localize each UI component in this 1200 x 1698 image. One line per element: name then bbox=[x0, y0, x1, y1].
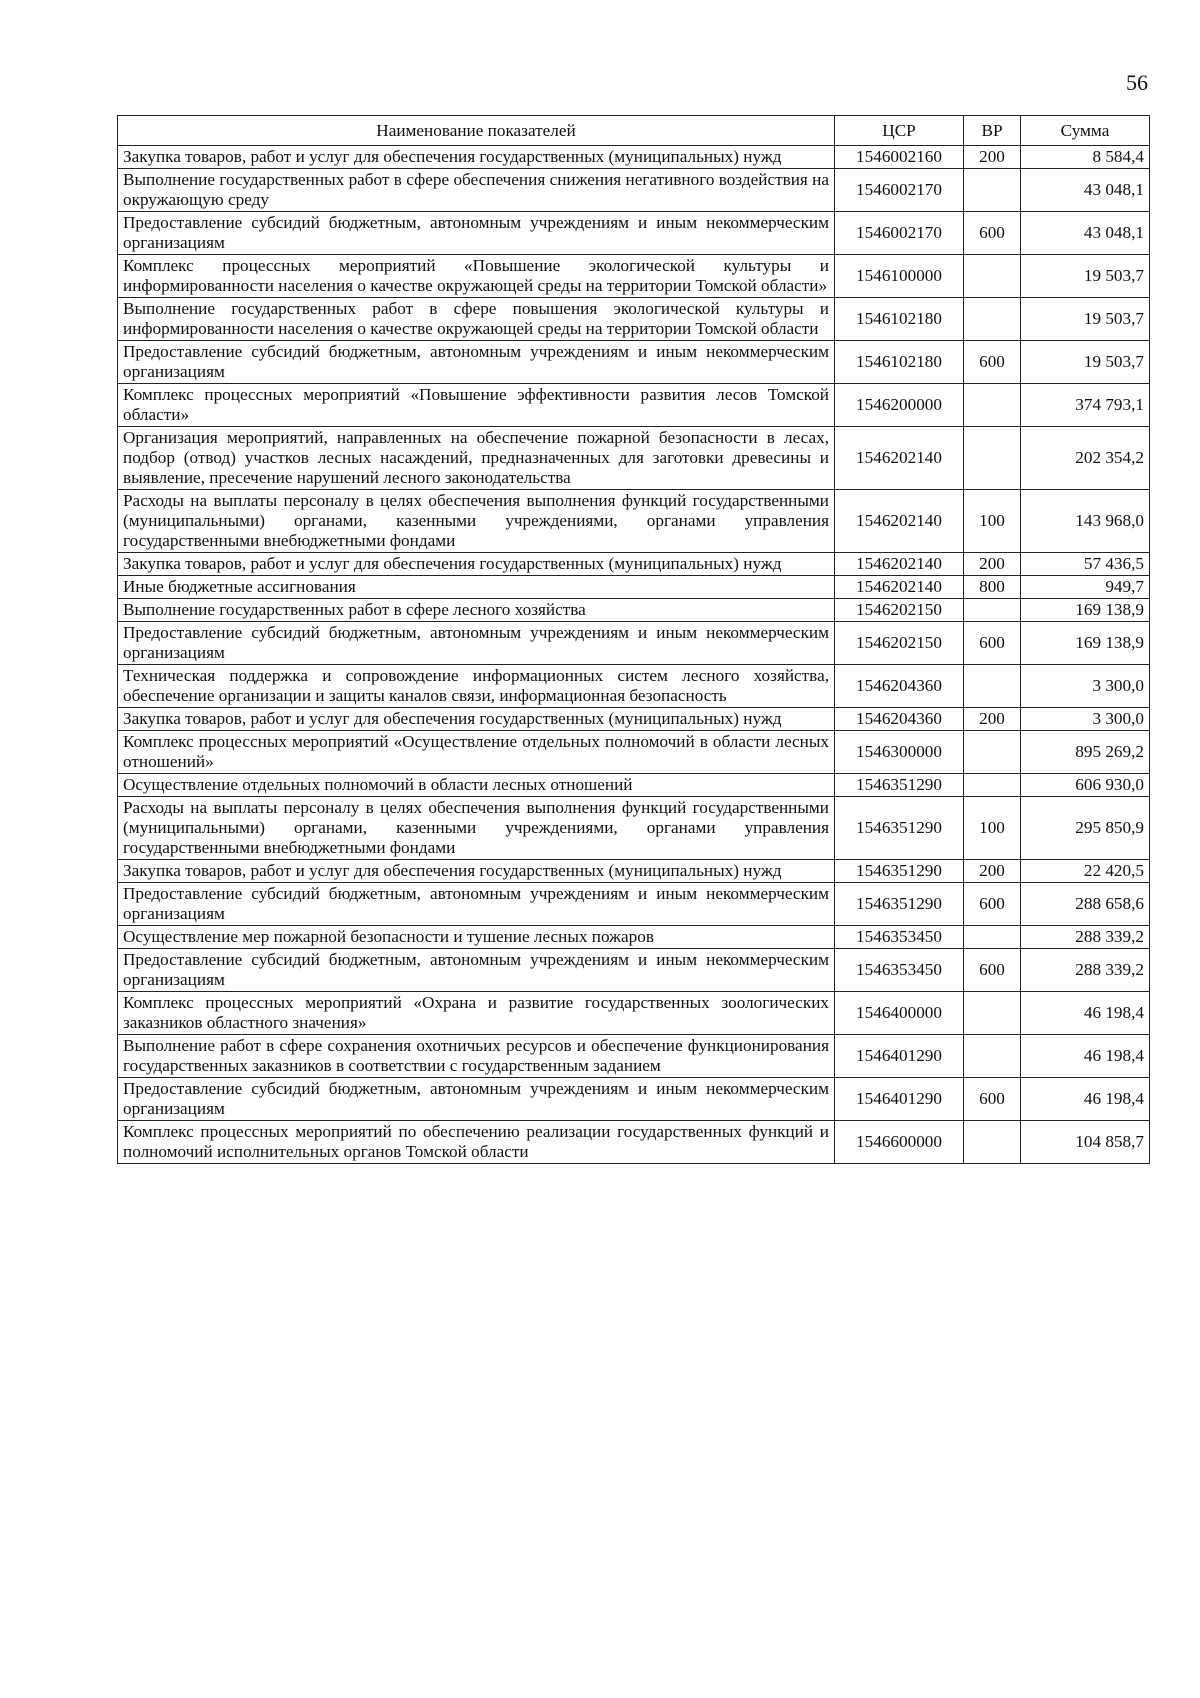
row-vr-cell: 200 bbox=[964, 146, 1021, 169]
row-name-cell: Выполнение государственных работ в сфере лесного хозяйства bbox=[118, 599, 835, 622]
row-vr-cell bbox=[964, 1121, 1021, 1164]
row-name-cell: Осуществление мер пожарной безопасности и тушение лесных пожаров bbox=[118, 926, 835, 949]
row-sum-cell: 169 138,9 bbox=[1021, 622, 1150, 665]
row-name-cell: Предоставление субсидий бюджетным, автономным учреждениям и иным некоммерческим организациям bbox=[118, 212, 835, 255]
row-name-cell: Расходы на выплаты персоналу в целях обеспечения выполнения функций государственными (муниципальными) органами, казенными учреждениями, органами управления государственными внебюджетными фондами bbox=[118, 797, 835, 860]
row-sum-cell: 3 300,0 bbox=[1021, 665, 1150, 708]
row-csr-cell: 1546351290 bbox=[835, 883, 964, 926]
table-row bbox=[118, 883, 1150, 926]
row-sum-cell: 46 198,4 bbox=[1021, 1078, 1150, 1121]
row-sum-cell: 606 930,0 bbox=[1021, 774, 1150, 797]
row-csr-cell: 1546202140 bbox=[835, 490, 964, 553]
row-csr-cell: 1546351290 bbox=[835, 797, 964, 860]
row-vr-cell bbox=[964, 774, 1021, 797]
row-csr-cell: 1546100000 bbox=[835, 255, 964, 298]
row-sum-cell: 43 048,1 bbox=[1021, 169, 1150, 212]
row-vr-cell bbox=[964, 298, 1021, 341]
row-name-cell: Расходы на выплаты персоналу в целях обеспечения выполнения функций государственными (муниципальными) органами, казенными учреждениями, органами управления государственными внебюджетными фондами bbox=[118, 490, 835, 553]
table-row bbox=[118, 1121, 1150, 1164]
row-name-cell: Закупка товаров, работ и услуг для обеспечения государственных (муниципальных) нужд bbox=[118, 553, 835, 576]
row-csr-cell: 1546351290 bbox=[835, 774, 964, 797]
row-csr-cell: 1546202140 bbox=[835, 553, 964, 576]
row-csr-cell: 1546204360 bbox=[835, 665, 964, 708]
row-vr-cell: 600 bbox=[964, 622, 1021, 665]
row-vr-cell bbox=[964, 384, 1021, 427]
row-sum-cell: 374 793,1 bbox=[1021, 384, 1150, 427]
table-header bbox=[118, 116, 1150, 146]
row-sum-cell: 169 138,9 bbox=[1021, 599, 1150, 622]
row-csr-cell: 1546353450 bbox=[835, 949, 964, 992]
row-vr-cell: 600 bbox=[964, 949, 1021, 992]
row-csr-cell: 1546401290 bbox=[835, 1078, 964, 1121]
row-vr-cell bbox=[964, 255, 1021, 298]
row-name-cell: Предоставление субсидий бюджетным, автономным учреждениям и иным некоммерческим организациям bbox=[118, 883, 835, 926]
row-sum-cell: 895 269,2 bbox=[1021, 731, 1150, 774]
row-vr-cell bbox=[964, 599, 1021, 622]
row-sum-cell: 202 354,2 bbox=[1021, 427, 1150, 490]
table-body bbox=[118, 146, 1150, 1164]
row-csr-cell: 1546002170 bbox=[835, 212, 964, 255]
row-vr-cell: 600 bbox=[964, 341, 1021, 384]
budget-table bbox=[117, 115, 1150, 1164]
table-row bbox=[118, 169, 1150, 212]
row-sum-cell: 104 858,7 bbox=[1021, 1121, 1150, 1164]
row-name-cell: Техническая поддержка и сопровождение информационных систем лесного хозяйства, обеспечение организации и защиты каналов связи, информационная безопасность bbox=[118, 665, 835, 708]
row-name-cell: Предоставление субсидий бюджетным, автономным учреждениям и иным некоммерческим организациям bbox=[118, 622, 835, 665]
row-vr-cell bbox=[964, 665, 1021, 708]
row-name-cell: Осуществление отдельных полномочий в области лесных отношений bbox=[118, 774, 835, 797]
row-vr-cell bbox=[964, 926, 1021, 949]
row-vr-cell: 200 bbox=[964, 553, 1021, 576]
row-vr-cell bbox=[964, 731, 1021, 774]
header-vr: ВР bbox=[964, 116, 1021, 146]
row-name-cell: Предоставление субсидий бюджетным, автономным учреждениям и иным некоммерческим организациям bbox=[118, 949, 835, 992]
row-vr-cell bbox=[964, 169, 1021, 212]
table-row bbox=[118, 146, 1150, 169]
row-csr-cell: 1546202140 bbox=[835, 427, 964, 490]
table-row bbox=[118, 708, 1150, 731]
row-vr-cell bbox=[964, 1035, 1021, 1078]
table-row bbox=[118, 553, 1150, 576]
table-row bbox=[118, 992, 1150, 1035]
row-sum-cell: 19 503,7 bbox=[1021, 255, 1150, 298]
row-csr-cell: 1546200000 bbox=[835, 384, 964, 427]
row-name-cell: Комплекс процессных мероприятий «Повышение эффективности развития лесов Томской области» bbox=[118, 384, 835, 427]
row-vr-cell bbox=[964, 427, 1021, 490]
row-sum-cell: 3 300,0 bbox=[1021, 708, 1150, 731]
row-name-cell: Предоставление субсидий бюджетным, автономным учреждениям и иным некоммерческим организациям bbox=[118, 341, 835, 384]
row-csr-cell: 1546102180 bbox=[835, 298, 964, 341]
row-sum-cell: 288 339,2 bbox=[1021, 949, 1150, 992]
row-csr-cell: 1546300000 bbox=[835, 731, 964, 774]
row-csr-cell: 1546002160 bbox=[835, 146, 964, 169]
row-csr-cell: 1546204360 bbox=[835, 708, 964, 731]
row-name-cell: Выполнение работ в сфере сохранения охотничьих ресурсов и обеспечение функционирования государственных заказников в соответствии с государственным заданием bbox=[118, 1035, 835, 1078]
row-sum-cell: 57 436,5 bbox=[1021, 553, 1150, 576]
table-row bbox=[118, 298, 1150, 341]
row-sum-cell: 19 503,7 bbox=[1021, 341, 1150, 384]
header-row bbox=[118, 116, 1150, 146]
row-sum-cell: 949,7 bbox=[1021, 576, 1150, 599]
table-row bbox=[118, 622, 1150, 665]
row-vr-cell: 800 bbox=[964, 576, 1021, 599]
row-csr-cell: 1546102180 bbox=[835, 341, 964, 384]
row-csr-cell: 1546002170 bbox=[835, 169, 964, 212]
row-name-cell: Комплекс процессных мероприятий «Охрана и развитие государственных зоологических заказников областного значения» bbox=[118, 992, 835, 1035]
row-csr-cell: 1546353450 bbox=[835, 926, 964, 949]
table-row bbox=[118, 255, 1150, 298]
table-row bbox=[118, 341, 1150, 384]
row-csr-cell: 1546600000 bbox=[835, 1121, 964, 1164]
row-name-cell: Комплекс процессных мероприятий «Осуществление отдельных полномочий в области лесных отношений» bbox=[118, 731, 835, 774]
row-vr-cell: 600 bbox=[964, 212, 1021, 255]
row-sum-cell: 8 584,4 bbox=[1021, 146, 1150, 169]
row-csr-cell: 1546202150 bbox=[835, 599, 964, 622]
page-number: 56 bbox=[1126, 70, 1148, 95]
table-row bbox=[118, 665, 1150, 708]
row-name-cell: Комплекс процессных мероприятий «Повышение экологической культуры и информированности населения о качестве окружающей среды на территории Томской области» bbox=[118, 255, 835, 298]
row-name-cell: Закупка товаров, работ и услуг для обеспечения государственных (муниципальных) нужд bbox=[118, 708, 835, 731]
table-row bbox=[118, 599, 1150, 622]
table-row bbox=[118, 949, 1150, 992]
row-csr-cell: 1546401290 bbox=[835, 1035, 964, 1078]
table-row bbox=[118, 1035, 1150, 1078]
row-name-cell: Иные бюджетные ассигнования bbox=[118, 576, 835, 599]
row-vr-cell: 200 bbox=[964, 708, 1021, 731]
header-name: Наименование показателей bbox=[118, 116, 835, 146]
row-sum-cell: 143 968,0 bbox=[1021, 490, 1150, 553]
table-row bbox=[118, 490, 1150, 553]
header-sum: Сумма bbox=[1021, 116, 1150, 146]
row-csr-cell: 1546400000 bbox=[835, 992, 964, 1035]
row-sum-cell: 46 198,4 bbox=[1021, 1035, 1150, 1078]
row-name-cell: Комплекс процессных мероприятий по обеспечению реализации государственных функций и полномочий исполнительных органов Томской области bbox=[118, 1121, 835, 1164]
header-csr: ЦСР bbox=[835, 116, 964, 146]
table-row bbox=[118, 1078, 1150, 1121]
table-row bbox=[118, 797, 1150, 860]
row-vr-cell: 100 bbox=[964, 490, 1021, 553]
row-name-cell: Закупка товаров, работ и услуг для обеспечения государственных (муниципальных) нужд bbox=[118, 860, 835, 883]
row-csr-cell: 1546202140 bbox=[835, 576, 964, 599]
row-name-cell: Выполнение государственных работ в сфере повышения экологической культуры и информированности населения о качестве окружающей среды на территории Томской области bbox=[118, 298, 835, 341]
row-name-cell: Закупка товаров, работ и услуг для обеспечения государственных (муниципальных) нужд bbox=[118, 146, 835, 169]
row-vr-cell: 600 bbox=[964, 1078, 1021, 1121]
row-sum-cell: 22 420,5 bbox=[1021, 860, 1150, 883]
row-sum-cell: 43 048,1 bbox=[1021, 212, 1150, 255]
row-vr-cell: 100 bbox=[964, 797, 1021, 860]
row-sum-cell: 288 339,2 bbox=[1021, 926, 1150, 949]
row-csr-cell: 1546202150 bbox=[835, 622, 964, 665]
table-row bbox=[118, 926, 1150, 949]
table-row bbox=[118, 384, 1150, 427]
row-vr-cell: 200 bbox=[964, 860, 1021, 883]
table-row bbox=[118, 860, 1150, 883]
row-name-cell: Предоставление субсидий бюджетным, автономным учреждениям и иным некоммерческим организациям bbox=[118, 1078, 835, 1121]
row-sum-cell: 46 198,4 bbox=[1021, 992, 1150, 1035]
row-name-cell: Выполнение государственных работ в сфере обеспечения снижения негативного воздействия на окружающую среду bbox=[118, 169, 835, 212]
table-row bbox=[118, 576, 1150, 599]
row-vr-cell: 600 bbox=[964, 883, 1021, 926]
row-sum-cell: 19 503,7 bbox=[1021, 298, 1150, 341]
row-name-cell: Организация мероприятий, направленных на обеспечение пожарной безопасности в лесах, подбор (отвод) участков лесных насаждений, предназначенных для заготовки древесины и выявление, пресечение нарушений лесного законодательства bbox=[118, 427, 835, 490]
table-row bbox=[118, 731, 1150, 774]
row-csr-cell: 1546351290 bbox=[835, 860, 964, 883]
row-sum-cell: 295 850,9 bbox=[1021, 797, 1150, 860]
table-row bbox=[118, 774, 1150, 797]
table-row bbox=[118, 212, 1150, 255]
row-sum-cell: 288 658,6 bbox=[1021, 883, 1150, 926]
table-row bbox=[118, 427, 1150, 490]
row-vr-cell bbox=[964, 992, 1021, 1035]
